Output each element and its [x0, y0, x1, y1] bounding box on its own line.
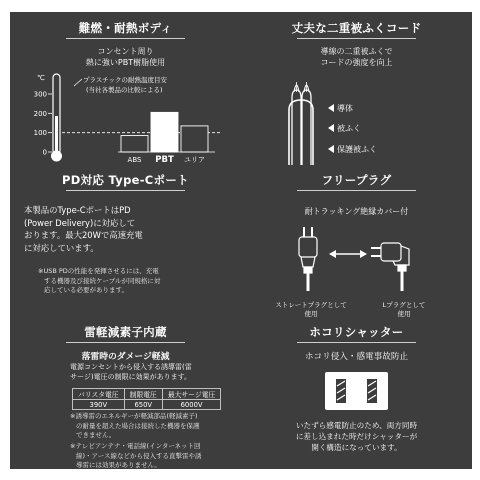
cord-illustration	[241, 70, 472, 165]
pd-description	[24, 204, 143, 254]
outlet-shutter-icon	[325, 372, 388, 410]
bar-2	[181, 126, 208, 152]
subtitle-line1: 導線の二重被ふくで	[320, 47, 393, 56]
bar-1	[151, 112, 178, 152]
value-varistor: 390V	[73, 400, 125, 410]
straight-plug-icon	[299, 227, 317, 291]
label-protective-sheath: 保護被ふく	[337, 145, 377, 154]
panel-title: ホコリシャッター	[309, 325, 404, 339]
title-underline	[66, 342, 185, 343]
title-underline	[297, 190, 416, 191]
body-line2: (Power Delivery)に対応して	[24, 217, 136, 228]
panel-title: 難燃・耐熱ボディ	[78, 21, 173, 35]
panel-pd-typec	[10, 164, 241, 316]
table-value-row	[73, 400, 221, 410]
header-clamp: 制限電圧	[124, 389, 162, 400]
x-tick-label: ABS	[127, 156, 142, 164]
panel-title: 丈夫な二重被ふくコード	[291, 21, 422, 35]
note-line3: 応している必要があります。	[44, 286, 128, 294]
title-underline	[297, 342, 416, 343]
chart-note-line2: (当社各製品の比較による)	[86, 86, 163, 94]
y-tick-label: 200	[33, 109, 47, 118]
table-header-row	[73, 389, 221, 400]
panel-fire-resistant	[10, 12, 241, 164]
surge-description	[70, 362, 192, 382]
surge-note-2	[70, 442, 202, 471]
panel-title: 雷軽減素子内蔵	[84, 325, 167, 339]
note-line3: できません。	[76, 431, 116, 439]
body-line3: おります。最大20Wで高速充電	[24, 230, 143, 240]
body-line1: いたずら感電防止のため、両方同時	[295, 421, 418, 430]
panel-dust-shutter	[241, 316, 472, 469]
panel-free-plug	[241, 164, 472, 316]
value-clamp: 650V	[124, 400, 162, 410]
shutter-description	[241, 420, 472, 453]
thermometer-icon	[51, 74, 62, 162]
y-tick-label: 0	[42, 148, 47, 157]
body-line4: に対応しています。	[24, 242, 99, 253]
note-line2: する機器及び接続ケーブルが同規格に対	[44, 276, 161, 285]
note-line2: の耐量を超えた場合は接続した機器を保護	[76, 421, 200, 430]
subtitle-line1: コンセント周り	[97, 47, 154, 56]
note-line1: ※USB PDの性能を発揮させるには、充電	[38, 267, 159, 275]
header-max-surge: 最大サージ電圧	[162, 389, 220, 400]
feature-sheet	[10, 12, 472, 469]
pd-note	[38, 267, 160, 296]
note-line1: ※テレビアンテナ・電話線(インターネット回	[70, 442, 201, 450]
body-line2: サージ)電圧の制限に効果があります。	[70, 373, 192, 381]
title-underline	[297, 38, 416, 39]
subtitle-line2: コードの強度を向上	[320, 58, 393, 67]
plug-illustration	[241, 219, 472, 299]
note-line3: 導雷には効果がありません。	[76, 461, 161, 469]
caption-line1: ストレートプラグとして	[275, 301, 347, 309]
body-line1: 本製品のType-CポートはPD	[24, 205, 131, 215]
title-underline	[66, 38, 185, 39]
caption-line1: Lプラグとして	[382, 301, 426, 309]
y-tick-label: 300	[33, 90, 47, 99]
surge-spec-table	[72, 388, 221, 410]
heat-resistance-chart	[10, 70, 241, 165]
y-tick-label: 100	[33, 129, 47, 138]
plug-subtitle: 耐トラッキング絶縁カバー付	[304, 207, 409, 216]
cord-cross-section-icon	[289, 82, 313, 165]
l-plug-icon	[371, 243, 409, 291]
caption-line2: 使用	[397, 310, 411, 318]
chart-note-line1: プラスチックの耐熱温度目安	[83, 76, 167, 84]
shutter-subtitle: ホコリ侵入・感電事故防止	[304, 352, 409, 362]
bar-0	[121, 136, 148, 152]
panel-title: フリープラグ	[321, 173, 392, 187]
subtitle-line2: 熱に強いPBT樹脂使用	[85, 58, 166, 67]
note-line1: ※誘導雷のエネルギーが軽減部品(軽減素子)	[70, 412, 198, 420]
note-pointer	[74, 79, 82, 86]
panel-title: PD対応 Type-Cポート	[62, 173, 189, 187]
caption-line2: 使用	[304, 310, 318, 318]
surge-note-1	[70, 412, 200, 441]
label-sheath: 被ふく	[337, 124, 361, 133]
title-underline	[66, 190, 185, 191]
note-line2: 線)・アース線などから侵入する直撃雷や誘	[76, 451, 202, 460]
header-varistor: バリスタ電圧	[73, 389, 125, 400]
surge-subtitle: 落雷時のダメージ軽減	[81, 352, 170, 362]
label-conductor: 導体	[337, 104, 353, 113]
x-tick-label: PBT	[155, 155, 174, 165]
panel-double-cord	[241, 12, 472, 164]
double-arrow-icon	[329, 250, 367, 258]
shutter-illustration	[241, 366, 472, 416]
x-tick-label: ユリア	[184, 156, 205, 164]
value-max-surge: 6000V	[162, 400, 220, 410]
body-line3: 開く構造になっています。	[311, 443, 402, 452]
body-line2: に差し込まれた時だけシャッターが	[295, 432, 418, 441]
panel-surge-protection	[10, 316, 241, 469]
callout-arrows	[328, 104, 334, 153]
body-line1: 電源コンセントから侵入する誘導雷(雷	[70, 363, 192, 371]
y-unit-label: ℃	[37, 74, 45, 82]
